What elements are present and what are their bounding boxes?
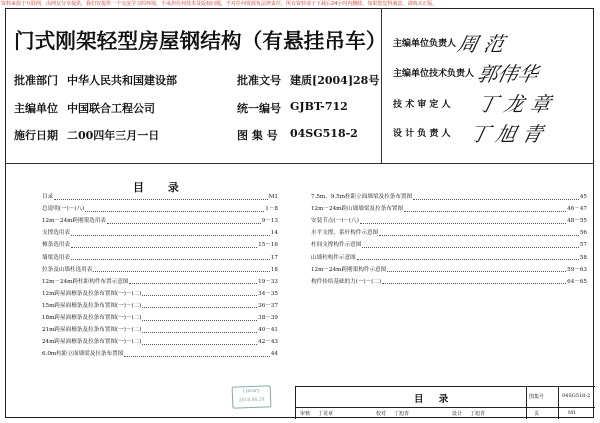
toc-entry-title: 15m跨屋面檩条及拉条布置图(一)－(二) (42, 302, 142, 309)
toc-entry-page: 40－41 (258, 327, 278, 334)
title-block-design-label: 设计 (452, 411, 463, 417)
toc-entry-page: 18 (270, 266, 278, 273)
role-chief-unit-head: 主编单位负责人 (393, 39, 457, 49)
toc-leader-dots (357, 254, 579, 261)
toc-entry (42, 241, 278, 250)
toc-entry-title: 21m跨屋面檩条及拉条布置图(一)－(二) (42, 327, 142, 334)
unified-no: GJBT-712 (290, 100, 348, 113)
toc-entry-page: 15－16 (258, 242, 278, 249)
toc-entry-page: 59－63 (567, 266, 587, 273)
library-stamp (232, 385, 272, 408)
toc-leader-dots (413, 193, 579, 200)
toc-entry-page: 36－37 (258, 302, 278, 309)
title-block-atlas-value: 04SG518-2 (562, 393, 591, 399)
effective-date: 二00四年三月一日 (67, 129, 160, 142)
toc-entry-title: 水平支撑、系杆构件示意图 (311, 230, 379, 237)
toc-entry-title: 7.5m、9.5m柱距立面墙梁及拉条布置图 (311, 194, 413, 200)
role-design-head: 设 计 负 责 人 (393, 129, 451, 139)
editor-unit-label: 主编单位 (14, 102, 58, 115)
role-technical-reviewer: 技 术 审 定 人 (393, 100, 451, 110)
toc-entry-page: 38－39 (258, 315, 278, 321)
toc-leader-dots (360, 217, 566, 224)
toc-leader-dots (142, 302, 257, 309)
toc-entry-page: 57 (579, 242, 587, 249)
toc-entry-title: 6.0m柱距立面墙梁及拉条布置图 (42, 351, 124, 358)
toc-entry (42, 326, 278, 335)
toc-entry-page: 19－33 (258, 278, 278, 285)
atlas-no-label: 图 集 号 (237, 129, 278, 142)
toc-leader-dots (142, 290, 257, 297)
stamp-line2: 2018.06.20 (238, 397, 265, 404)
toc-entry (42, 254, 278, 263)
approval-dept: 中华人民共和国建设部 (67, 74, 177, 87)
toc-entry-title: 18m跨屋面檩条及拉条布置图(一)－(二) (42, 315, 142, 321)
toc-entry-page: 44 (270, 351, 278, 358)
header-divider-horizontal (5, 163, 594, 164)
title-block-review-name: 丁龙章 (318, 411, 334, 417)
toc-entry-page: M1 (268, 194, 278, 200)
toc-entry-page: 1－8 (265, 206, 278, 213)
title-block (295, 386, 595, 419)
toc-entry (311, 229, 587, 238)
toc-entry (311, 217, 587, 226)
editor-unit: 中国联合工程公司 (67, 102, 155, 115)
toc-entry (311, 241, 587, 250)
approval-doc: 建质[2004]28号 (290, 74, 380, 87)
toc-entry (42, 193, 278, 202)
approval-dept-label: 批准部门 (14, 74, 58, 87)
toc-entry (42, 350, 278, 359)
toc-entry-page: 56 (579, 230, 587, 237)
stamp-line1: Library (242, 388, 260, 395)
toc-leader-dots (379, 229, 579, 236)
atlas-no: 04SG518-2 (290, 127, 358, 140)
download-disclaimer: 资料来源于互联网，由网友分享提供，我们仅提供一个交流学习的环境，不承担任何技术及版权问题，不对任何资源负法律责任，所有资料请于下载后24小时内删除，如果您觉得满意，请购买正版。 (0, 0, 600, 9)
toc-entry-title: 构件传给基础的力(一)－(二) (311, 278, 382, 285)
toc-leader-dots (54, 193, 268, 200)
toc-leader-dots (142, 314, 257, 321)
signature-technical-head: 郭伟华 (475, 62, 541, 86)
toc-entry (42, 290, 278, 299)
title-block-check-label: 校对 (376, 411, 387, 417)
approval-doc-label: 批准文号 (237, 74, 281, 87)
toc-heading: 目 录 (133, 181, 189, 194)
toc-entry-page: 48－55 (567, 218, 587, 225)
toc-entry-title: 12m－24m跨刚架构件示意图 (311, 266, 387, 273)
toc-entry (42, 266, 278, 275)
atlas-title: 门式刚架轻型房屋钢结构（有悬挂吊车） (14, 29, 387, 53)
toc-entry-title: 拉条及山墙柱选用表 (42, 266, 93, 273)
toc-entry-title: 山墙柱构件示意图 (311, 254, 356, 261)
toc-entry (311, 254, 587, 263)
title-block-page-value: M1 (568, 410, 577, 416)
toc-leader-dots (404, 205, 566, 212)
toc-entry-page: 45 (579, 194, 587, 200)
toc-leader-dots (71, 229, 270, 236)
toc-entry (42, 302, 278, 311)
toc-leader-dots (124, 350, 270, 357)
toc-leader-dots (85, 205, 264, 212)
toc-entry-title: 支撑选用表 (42, 230, 70, 237)
toc-leader-dots (71, 254, 270, 261)
title-block-atlas-label: 图集号 (529, 394, 545, 400)
toc-entry-title: 总说明(一)－(八) (42, 206, 85, 213)
signature-chief-unit-head: 周 范 (455, 32, 507, 56)
title-block-check-name: 丁旭青 (394, 411, 410, 417)
toc-entry-title: 12m跨屋面檩条及拉条布置图(一)－(二) (42, 290, 142, 297)
toc-leader-dots (93, 266, 270, 273)
toc-entry (42, 205, 278, 214)
toc-entry (311, 266, 587, 275)
signature-design-head: 丁 旭 青 (467, 122, 545, 146)
toc-leader-dots (362, 241, 579, 248)
toc-leader-dots (107, 217, 261, 224)
toc-entry-page: 9－13 (261, 218, 278, 225)
toc-entry-title: 檩条选用表 (42, 242, 70, 249)
toc-leader-dots (142, 326, 257, 333)
toc-entry-page: 46－47 (567, 206, 587, 213)
toc-entry (311, 278, 587, 287)
toc-entry-page: 58 (579, 254, 587, 261)
title-block-title: 目 录 (414, 394, 455, 405)
title-block-page-label: 页 (534, 411, 540, 417)
toc-entry-page: 14 (270, 230, 278, 237)
unified-no-label: 统一编号 (237, 102, 281, 115)
toc-entry-title: 目录 (42, 194, 54, 200)
title-block-review-label: 审核 (300, 411, 311, 417)
toc-entry-title: 12m－24m跨山墙墙梁及拉条布置图 (311, 206, 403, 213)
toc-entry (311, 205, 587, 214)
toc-leader-dots (71, 241, 257, 248)
toc-entry (42, 229, 278, 238)
toc-entry (311, 193, 587, 202)
toc-entry-page: 64－65 (567, 278, 587, 285)
toc-entry (42, 338, 278, 347)
toc-entry-title: 12m－24m跨刚架选用表 (42, 218, 107, 225)
toc-leader-dots (387, 266, 566, 273)
toc-entry-page: 17 (270, 254, 278, 261)
toc-entry-title: 墙梁选用表 (42, 254, 70, 261)
toc-entry (42, 217, 278, 226)
toc-leader-dots (129, 278, 257, 285)
toc-entry (42, 314, 278, 323)
toc-entry (42, 278, 278, 287)
toc-leader-dots (142, 338, 257, 345)
toc-entry-title: 柱间支撑构件示意图 (311, 242, 362, 249)
toc-entry-page: 34－35 (258, 290, 278, 297)
toc-leader-dots (382, 278, 566, 285)
toc-entry-page: 42－43 (258, 339, 278, 346)
toc-entry-title: 12m－24m跨柱距构件布置示意图 (42, 278, 129, 285)
effective-date-label: 施行日期 (14, 129, 58, 142)
toc-entry-title: 24m跨屋面檩条及拉条布置图(一)－(二) (42, 339, 142, 346)
title-block-design-name: 丁旭青 (470, 411, 486, 417)
role-technical-head: 主编单位技术负责人 (393, 69, 475, 79)
signature-technical-reviewer: 丁 龙 章 (475, 92, 553, 116)
toc-entry-title: 安装节点(一)－(八) (311, 218, 359, 225)
